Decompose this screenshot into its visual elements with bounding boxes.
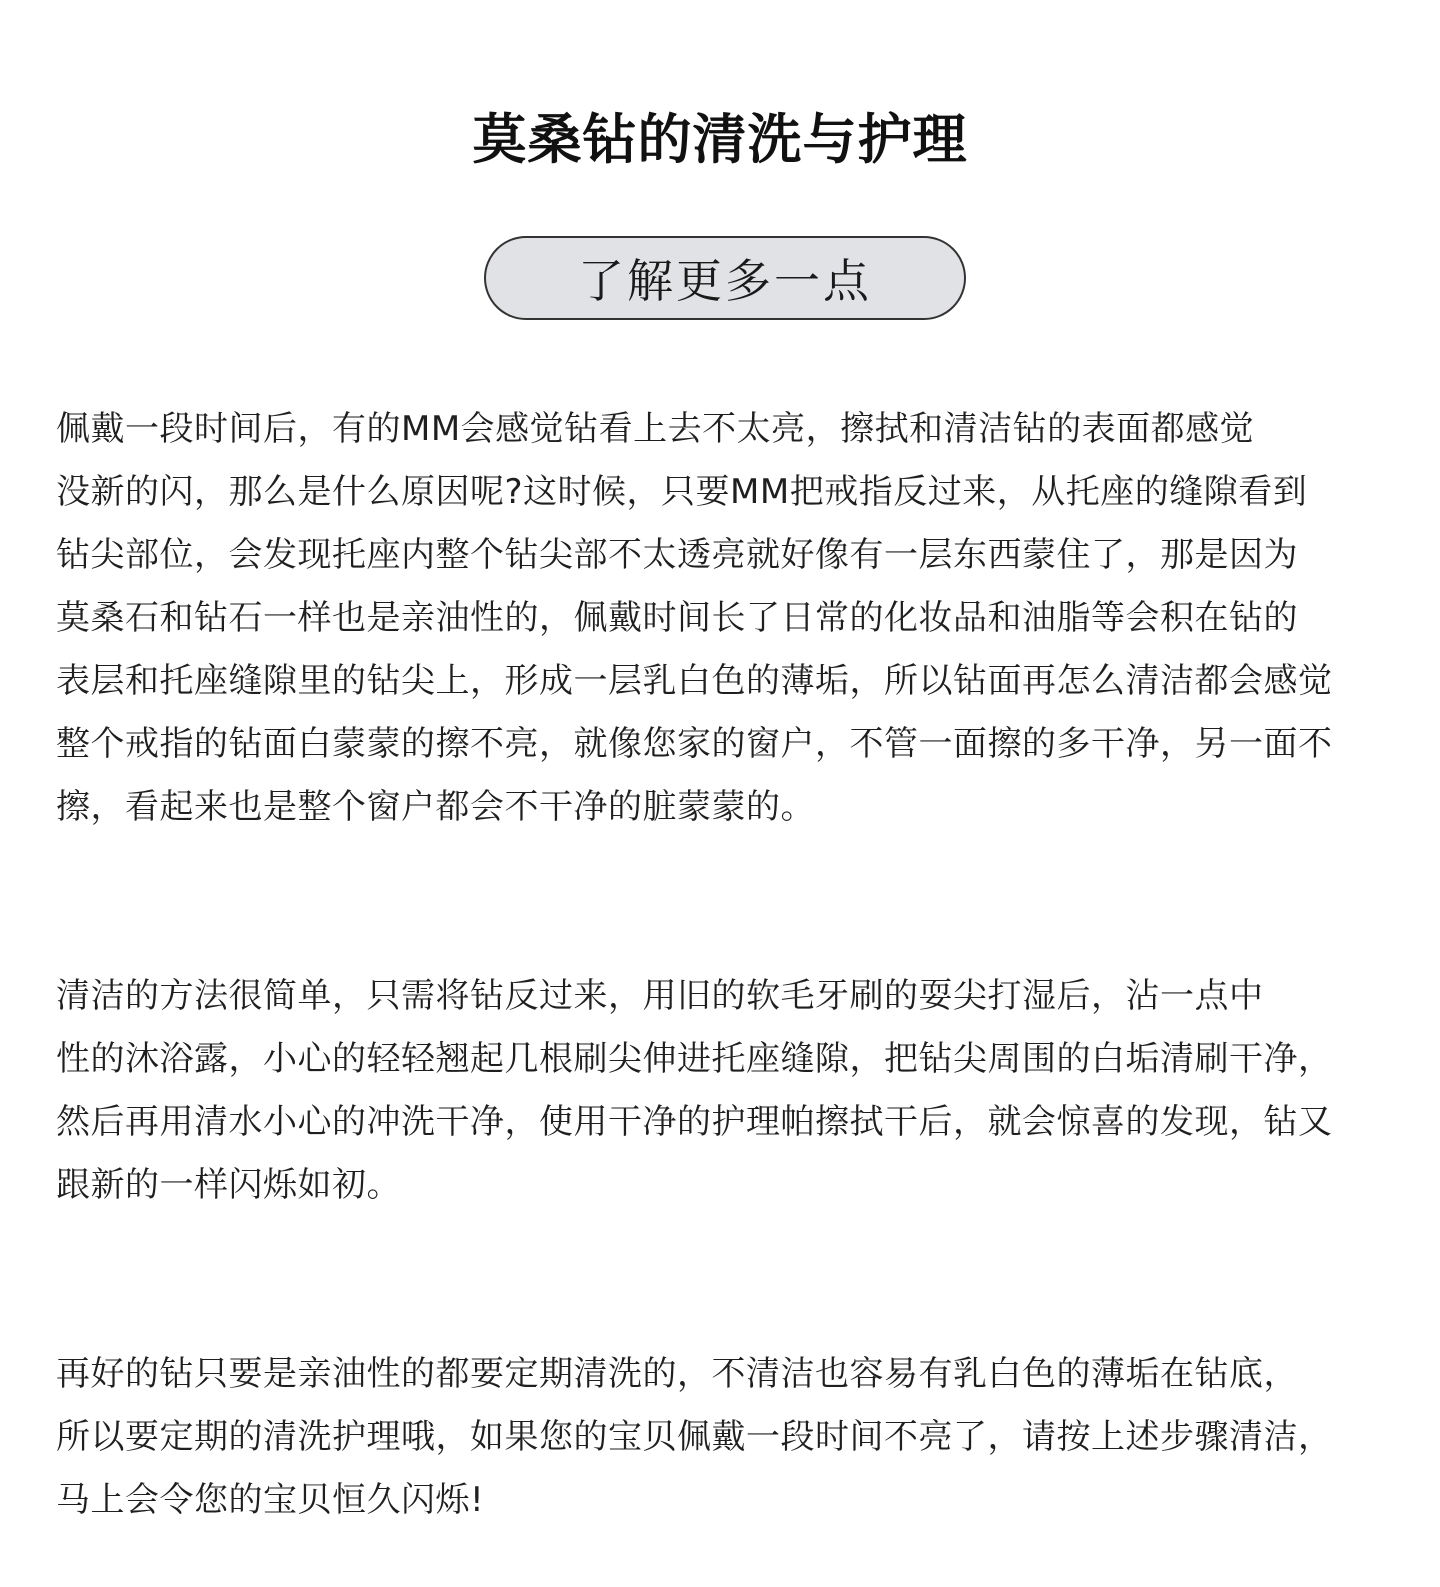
paragraph-line: 马上会令您的宝贝恒久闪烁! bbox=[56, 1480, 485, 1520]
paragraph-line: 佩戴一段时间后，有的MM会感觉钻看上去不太亮，擦拭和清洁钻的表面都感觉 bbox=[56, 409, 1255, 449]
learn-more-button[interactable]: 了解更多一点 bbox=[484, 236, 966, 320]
paragraph-line: 清洁的方法很简单，只需将钻反过来，用旧的软毛牙刷的耍尖打湿后，沾一点中 bbox=[56, 976, 1264, 1016]
paragraph-line: 性的沐浴露，小心的轻轻翘起几根刷尖伸进托座缝隙，把钻尖周围的白垢清刷干净， bbox=[56, 1039, 1333, 1079]
article-body bbox=[56, 398, 1396, 1532]
paragraph-line: 表层和托座缝隙里的钻尖上，形成一层乳白色的薄垢，所以钻面再怎么清洁都会感觉 bbox=[56, 661, 1333, 701]
paragraph-line: 莫桑石和钻石一样也是亲油性的，佩戴时间长了日常的化妆品和油脂等会积在钻的 bbox=[56, 598, 1298, 638]
paragraph-line: 所以要定期的清洗护理哦，如果您的宝贝佩戴一段时间不亮了，请按上述步骤清洁， bbox=[56, 1417, 1333, 1457]
paragraph-line: 钻尖部位，会发现托座内整个钻尖部不太透亮就好像有一层东西蒙住了，那是因为 bbox=[56, 535, 1298, 575]
paragraph-line: 没新的闪，那么是什么原因呢?这时候，只要MM把戒指反过来，从托座的缝隙看到 bbox=[56, 472, 1308, 512]
paragraph-line: 再好的钻只要是亲油性的都要定期清洗的，不清洁也容易有乳白色的薄垢在钻底， bbox=[56, 1354, 1298, 1394]
paragraph-cleaning-method bbox=[56, 965, 1396, 1217]
paragraph-line: 跟新的一样闪烁如初。 bbox=[56, 1165, 401, 1205]
paragraph-line: 擦，看起来也是整个窗户都会不干净的脏蒙蒙的。 bbox=[56, 787, 815, 827]
paragraph-line: 整个戒指的钻面白蒙蒙的擦不亮，就像您家的窗户，不管一面擦的多干净，另一面不 bbox=[56, 724, 1333, 764]
paragraph-line: 然后再用清水小心的冲洗干净，使用干净的护理帕擦拭干后，就会惊喜的发现，钻又 bbox=[56, 1102, 1333, 1142]
paragraph-symptom bbox=[56, 398, 1396, 839]
page-title: 莫桑钻的清洗与护理 bbox=[472, 108, 968, 171]
paragraph-maintenance-tip bbox=[56, 1343, 1396, 1532]
